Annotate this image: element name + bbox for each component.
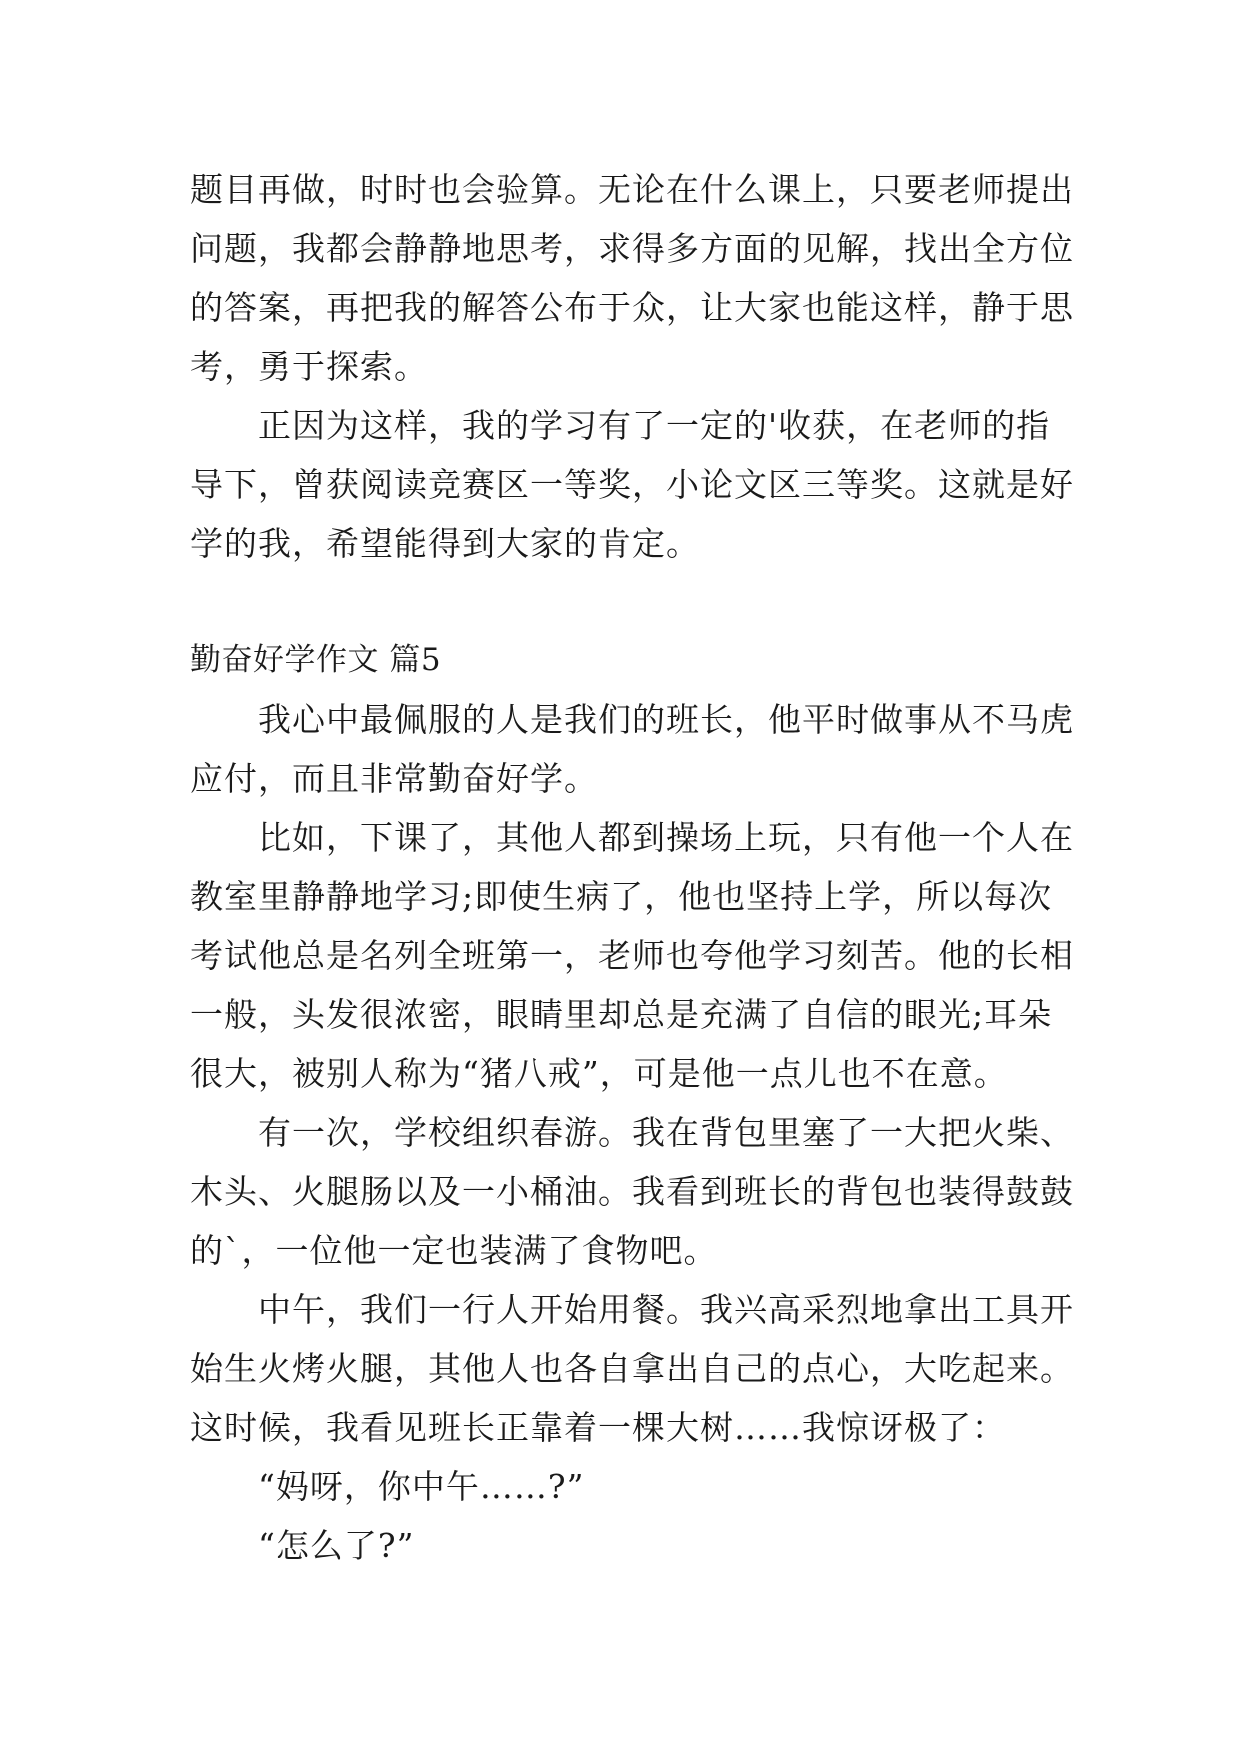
text-line: 考试他总是名列全班第一，老师也夸他学习刻苦。他的长相 <box>190 936 1074 975</box>
text-line: 应付，而且非常勤奋好学。 <box>190 759 598 798</box>
text-line: 我心中最佩服的人是我们的班长，他平时做事从不马虎 <box>190 700 1074 739</box>
text-line: 导下，曾获阅读竞赛区一等奖，小论文区三等奖。这就是好 <box>190 465 1074 504</box>
text-line: 考，勇于探索。 <box>190 347 428 386</box>
text-line: 学的我，希望能得到大家的肯定。 <box>190 524 700 563</box>
text-line: 有一次，学校组织春游。我在背包里塞了一大把火柴、 <box>190 1113 1074 1152</box>
text-line: 中午，我们一行人开始用餐。我兴高采烈地拿出工具开 <box>190 1290 1074 1329</box>
text-line: 这时候，我看见班长正靠着一棵大树……我惊讶极了： <box>190 1408 1006 1447</box>
text-line: 的`，一位他一定也装满了食物吧。 <box>190 1231 718 1270</box>
text-line: 的答案，再把我的解答公布于众，让大家也能这样，静于思 <box>190 288 1074 327</box>
text-line: 题目再做，时时也会验算。无论在什么课上，只要老师提出 <box>190 170 1074 209</box>
text-line: 比如，下课了，其他人都到操场上玩，只有他一个人在 <box>190 818 1074 857</box>
text-line: 正因为这样，我的学习有了一定的'收获，在老师的指 <box>190 406 1051 445</box>
text-line: 始生火烤火腿，其他人也各自拿出自己的点心，大吃起来。 <box>190 1349 1074 1388</box>
text-line: 教室里静静地学习;即使生病了，他也坚持上学，所以每次 <box>190 877 1053 916</box>
text-line: 木头、火腿肠以及一小桶油。我看到班长的背包也装得鼓鼓 <box>190 1172 1074 1211</box>
text-line: “怎么了?” <box>190 1526 415 1565</box>
text-line: 一般，头发很浓密，眼睛里却总是充满了自信的眼光;耳朵 <box>190 995 1053 1034</box>
text-line: “妈呀，你中午……?” <box>190 1467 585 1506</box>
text-line: 很大，被别人称为“猪八戒”，可是他一点儿也不在意。 <box>190 1054 1008 1093</box>
section-heading: 勤奋好学作文 篇5 <box>190 642 442 678</box>
text-line: 问题，我都会静静地思考，求得多方面的见解，找出全方位 <box>190 229 1074 268</box>
